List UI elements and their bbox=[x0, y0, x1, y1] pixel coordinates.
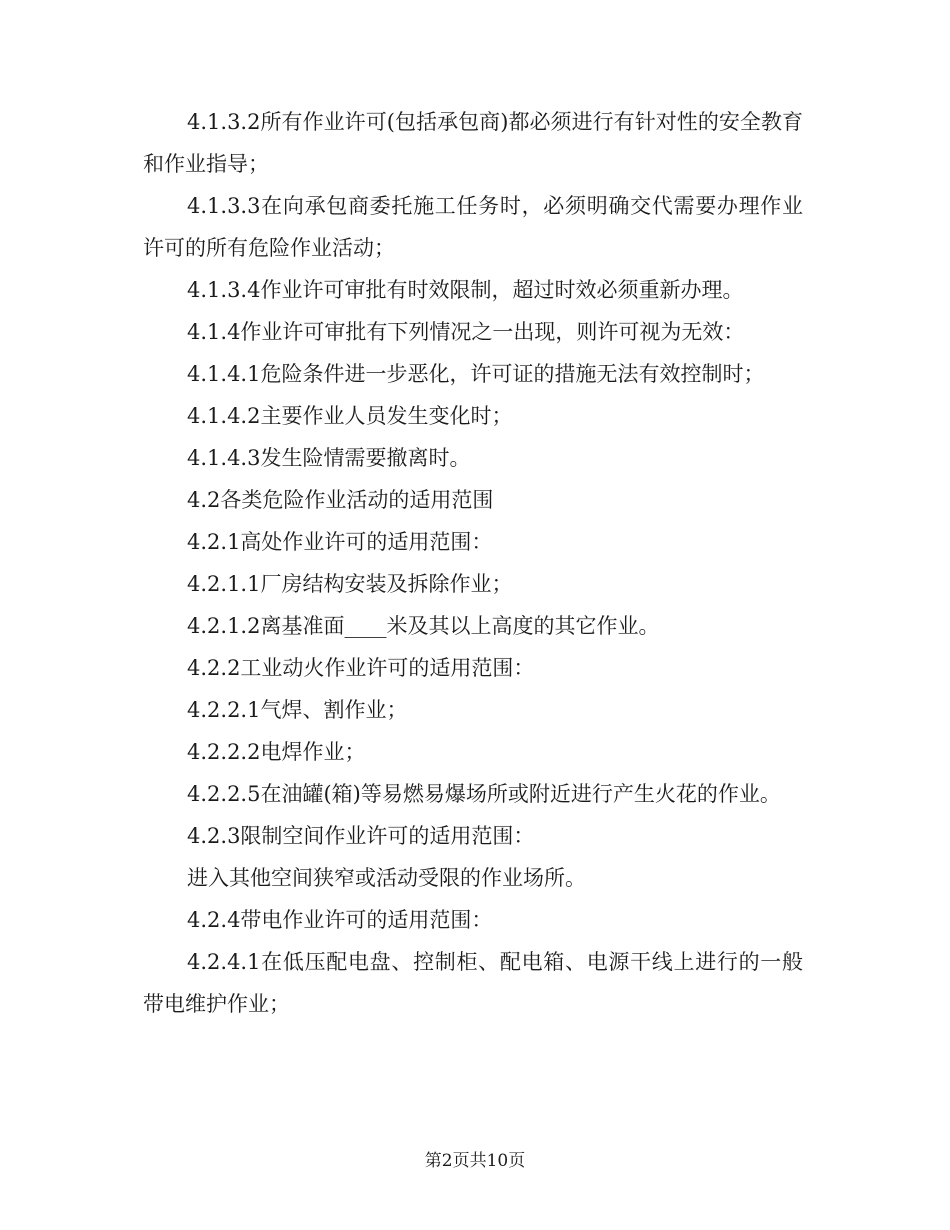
paragraph: 4.2.3限制空间作业许可的适用范围： bbox=[187, 824, 535, 848]
paragraph: 4.2.4.1在低压配电盘、控制柜、配电箱、电源干线上进行的一般带电维护作业； bbox=[143, 950, 803, 1016]
paragraph: 4.1.3.3在向承包商委托施工任务时，必须明确交代需要办理作业许可的所有危险作业活动； bbox=[143, 194, 803, 260]
paragraph: 4.2.2工业动火作业许可的适用范围： bbox=[187, 656, 535, 680]
paragraph: 4.2.1高处作业许可的适用范围： bbox=[187, 530, 493, 554]
page-number-footer: 第2页共10页 bbox=[424, 1151, 526, 1171]
paragraph: 4.1.4.2主要作业人员发生变化时； bbox=[187, 404, 513, 428]
paragraph: 进入其他空间狭窄或活动受限的作业场所。 bbox=[187, 866, 586, 890]
paragraph: 4.1.4.3发生险情需要撤离时。 bbox=[187, 446, 471, 470]
section-heading: 4.2各类危险作业活动的适用范围 bbox=[187, 488, 494, 512]
paragraph: 4.1.3.4作业许可审批有时效限制，超过时效必须重新办理。 bbox=[187, 278, 744, 302]
paragraph: 4.1.3.2所有作业许可(包括承包商)都必须进行有针对性的安全教育和作业指导； bbox=[143, 110, 803, 176]
paragraph: 4.1.4.1危险条件进一步恶化，许可证的措施无法有效控制时； bbox=[187, 362, 765, 386]
paragraph: 4.2.1.1厂房结构安装及拆除作业； bbox=[187, 572, 513, 596]
paragraph: 4.2.2.1气焊、割作业； bbox=[187, 698, 408, 722]
paragraph: 4.1.4作业许可审批有下列情况之一出现，则许可视为无效： bbox=[187, 320, 745, 344]
paragraph: 4.2.2.2电焊作业； bbox=[187, 740, 366, 764]
paragraph: 4.2.4带电作业许可的适用范围： bbox=[187, 908, 493, 932]
paragraph: 4.2.2.5在油罐(箱)等易燃易爆场所或附近进行产生火花的作业。 bbox=[187, 782, 781, 806]
paragraph: 4.2.1.2离基准面____米及其以上高度的其它作业。 bbox=[187, 614, 660, 638]
document-body bbox=[143, 101, 803, 1025]
